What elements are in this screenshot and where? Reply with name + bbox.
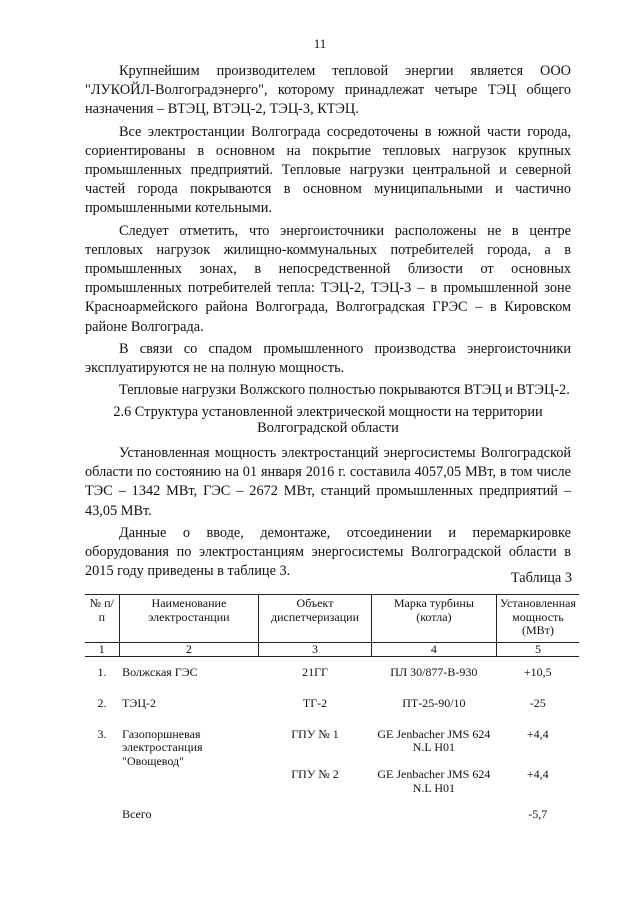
column-number-row (85, 642, 579, 656)
row-dispatch: 21ГГ (302, 664, 328, 679)
total-power: -5,7 (528, 807, 548, 821)
paragraph: Тепловые нагрузки Волжского полностью покрываются ВТЭЦ и ВТЭЦ-2. (119, 382, 570, 399)
row-num: 3. (97, 726, 107, 741)
table-row (85, 656, 579, 697)
row-name (119, 768, 259, 808)
total-label: Всего (122, 807, 152, 821)
table-caption: Таблица 3 (510, 570, 572, 586)
body-text-section-1 (85, 62, 571, 403)
row-name: Газопоршневая электростанция "Овощевод" (122, 726, 203, 768)
row-num: 2. (97, 695, 107, 710)
row-turbine: GE Jenbacher JMS 624 N.L H01 (377, 767, 491, 795)
section-heading-line: Волгоградской области (257, 420, 399, 436)
header-power: Установленная мощность (МВт) (496, 595, 579, 643)
paragraph: В связи со спадом промышленного производства энергоисточники эксплуатируются не на полную мощность. (85, 340, 571, 377)
row-dispatch: ТГ-2 (302, 695, 328, 710)
header-turbine: Марка турбины (котла) (371, 595, 496, 643)
table-header-row (85, 595, 579, 643)
row-power: +10,5 (523, 664, 552, 679)
table-row (85, 697, 579, 728)
row-dispatch: ГПУ № 2 (291, 767, 339, 781)
header-name: Наименование электростанции (119, 595, 259, 643)
column-number: 3 (259, 642, 372, 656)
paragraph: Все электростанции Волгограда сосредоточены в южной части города, сориентированы в основном на покрытие тепловых нагрузок крупных промышленных предприятий. Тепловые нагрузки центральной и северной частей города покрываются в основном муниципальными и частично промышленными котельными. (85, 123, 571, 217)
row-num (85, 768, 119, 808)
row-name: ТЭЦ-2 (122, 695, 156, 710)
table-total-row (85, 808, 579, 839)
row-dispatch: ГПУ № 1 (291, 726, 339, 741)
header-num: № п/п (85, 595, 119, 643)
column-number: 4 (371, 642, 496, 656)
paragraph: Установленная мощность электростанций энергосистемы Волгоградской области по состоянию на 01 января 2016 г. составила 4057,05 МВт, в том числе ТЭС – 1342 МВт, ГЭС – 2672 МВт, станций промышленных предприятий – 43,05 МВт. (85, 445, 571, 519)
page-number: 11 (313, 36, 327, 51)
equipment-changes-table (85, 594, 579, 839)
row-turbine: ПЛ 30/877-В-930 (390, 664, 478, 679)
header-dispatch: Объект диспетчеризации (259, 595, 372, 643)
row-power: +4,4 (526, 726, 549, 741)
column-number: 5 (496, 642, 579, 656)
paragraph: Следует отметить, что энергоисточники расположены не в центре тепловых нагрузок жилищно-коммунальных потребителей города, а в промышленных зонах, в непосредственной близости от основных промышленных потребителей тепла: ТЭЦ-2, ТЭЦ-3 – в промышленной зоне Красноармейского района Волгограда, Волгоградская ГРЭС – в Кировском районе Волгограда. (85, 222, 571, 335)
column-number: 2 (119, 642, 259, 656)
row-power: -25 (529, 695, 546, 710)
row-power: +4,4 (526, 767, 549, 781)
table-row (85, 768, 579, 808)
paragraph: Крупнейшим производителем тепловой энергии является ООО "ЛУКОЙЛ-Волгоградэнерго", которому принадлежат четыре ТЭЦ общего назначения – ВТЭЦ, ВТЭЦ-2, ТЭЦ-3, КТЭЦ. (85, 63, 571, 118)
paragraph: Данные о вводе, демонтаже, отсоединении и перемаркировке оборудования по электростанциям энергосистемы Волгоградской области в 2015 году приведены в таблице 3. (85, 524, 571, 580)
section-heading-line: 2.6 Структура установленной электрической мощности на территории (113, 404, 543, 420)
row-turbine: ПТ-25-90/10 (402, 695, 466, 710)
table-row (85, 728, 579, 769)
row-turbine: GE Jenbacher JMS 624 N.L H01 (377, 726, 491, 754)
section-heading (85, 404, 571, 436)
row-name: Волжская ГЭС (122, 664, 198, 679)
row-num: 1. (97, 664, 107, 679)
body-text-section-2 (85, 444, 571, 584)
column-number: 1 (85, 642, 119, 656)
